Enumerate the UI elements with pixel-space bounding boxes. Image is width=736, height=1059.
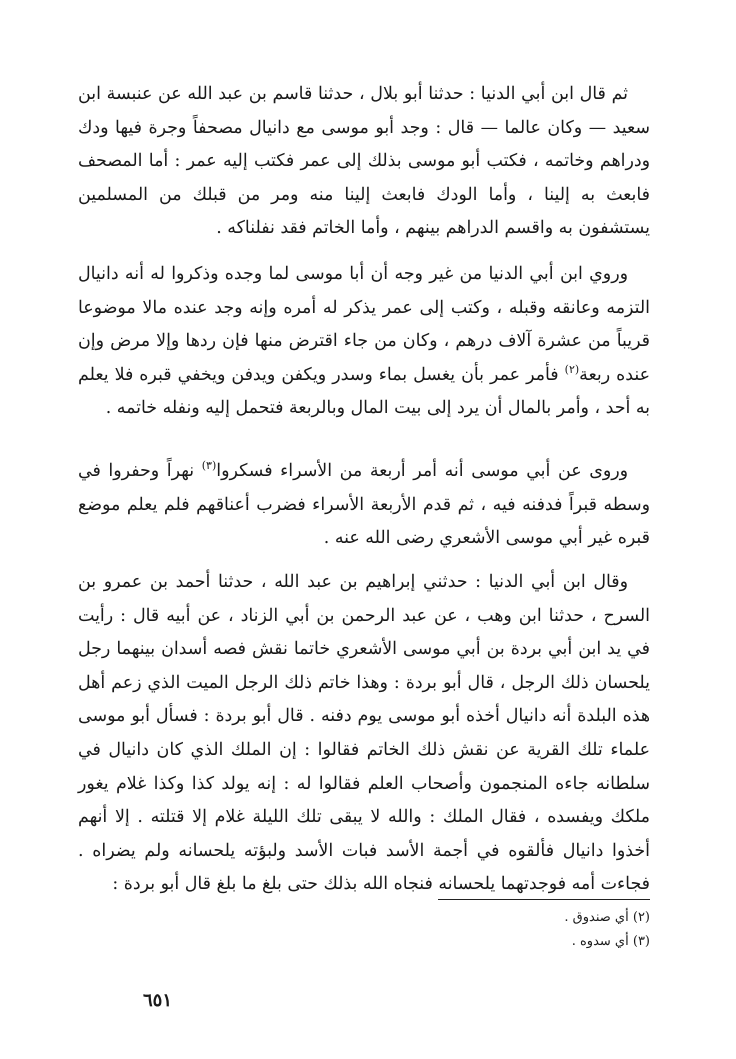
paragraph-4-text: وقال ابن أبي الدنيا : حدثني إبراهيم بن عبد الله ، حدثنا أحمد بن عمرو بن السرح ، حدثنا ابن وهب ، عن عبد الرحمن بن أبي الزناد ، عن أبيه قال : رأيت في يد ابن أبي بردة بن أبي موسى الأشعري خاتما نقش فصه أسدان بينهما رجل يلحسان ذلك الرجل ، قال أبو بردة : وهذا خاتم ذلك الرجل الميت الذي زعم أهل هذه البلدة أنه دانيال أخذه أبو موسى يوم دفنه . قال أبو بردة : فسأل أبو موسى علماء تلك القرية عن نقش ذلك الخاتم فقالوا : إن الملك الذي كان دانيال في سلطانه جاءه المنجمون وأصحاب العلم فقالوا له : إنه يولد كذا وكذا غلام يغور ملكك ويفسده ، فقال الملك : والله لا يبقى تلك الليلة غلام إلا قتلته . إلا أنهم أخذوا دانيال فألقوه في أجمة الأسد فبات الأسد ولبؤته يلحسانه ولم يضراه . فجاءت أمه فوجدتهما يلحسانه فنجاه الله بذلك حتى بلغ ما بلغ قال أبو بردة : [78, 572, 650, 895]
paragraph-3-text-b: نهراً وحفروا في وسطه قبراً فدفنه فيه ، ثم قدم الأربعة الأسراء فضرب أعناقهم فلم يعلم موضع قبره غير أبي موسى الأشعري رضى الله عنه . [78, 461, 650, 549]
footnote-3: (٣) أي سدوه . [571, 934, 650, 949]
footnote-ref-2: (٢) [564, 362, 580, 376]
paragraph-3 [78, 455, 650, 556]
footnote-separator [438, 899, 650, 900]
footnotes [350, 906, 650, 954]
page-number: ٦٥١ [142, 990, 172, 1011]
paragraph-3-text-a: وروى عن أبي موسى أنه أمر أربعة من الأسراء فسكروا [216, 461, 629, 481]
paragraph-1 [78, 78, 650, 246]
paragraph-2-text-a: وروي ابن أبي الدنيا من غير وجه أن أبا موسى لما وجده وذكروا له أنه دانيال التزمه وعانقه وقبله ، وكتب إلى عمر يذكر له أمره وإنه وجد عنده مالا موضوعا قريباً من عشرة آلاف درهم ، وكان من جاء اقترض منها فإن ردها وإلا مرض وإن عنده ربعة [78, 264, 650, 385]
paragraph-2 [78, 258, 650, 426]
footnote-ref-3: (٣) [201, 459, 217, 473]
footnote-2: (٢) أي صندوق . [564, 910, 650, 925]
paragraph-4 [78, 566, 650, 902]
paragraph-2-text-b: فأمر عمر بأن يغسل بماء وسدر ويكفن ويدفن ويخفي قبره فلا يعلم به أحد ، وأمر بالمال أن يرد إلى بيت المال وبالربعة فتحمل إليه ونفله خاتمه . [78, 364, 650, 419]
paragraph-1-text: ثم قال ابن أبي الدنيا : حدثنا أبو بلال ، حدثنا قاسم بن عبد الله عن عنبسة ابن سعيد — وكان عالما — قال : وجد أبو موسى مع دانيال مصحفاً وجرة فيها ودك ودراهم وخاتمه ، فكتب أبو موسى بذلك إلى عمر فكتب إليه عمر : أما المصحف فابعث به إلينا ، وأما الودك فابعث إلينا منه ومر من قبلك من المسلمين يستشفون به واقسم الدراهم بينهم ، وأما الخاتم فقد نفلناكه . [78, 84, 650, 239]
